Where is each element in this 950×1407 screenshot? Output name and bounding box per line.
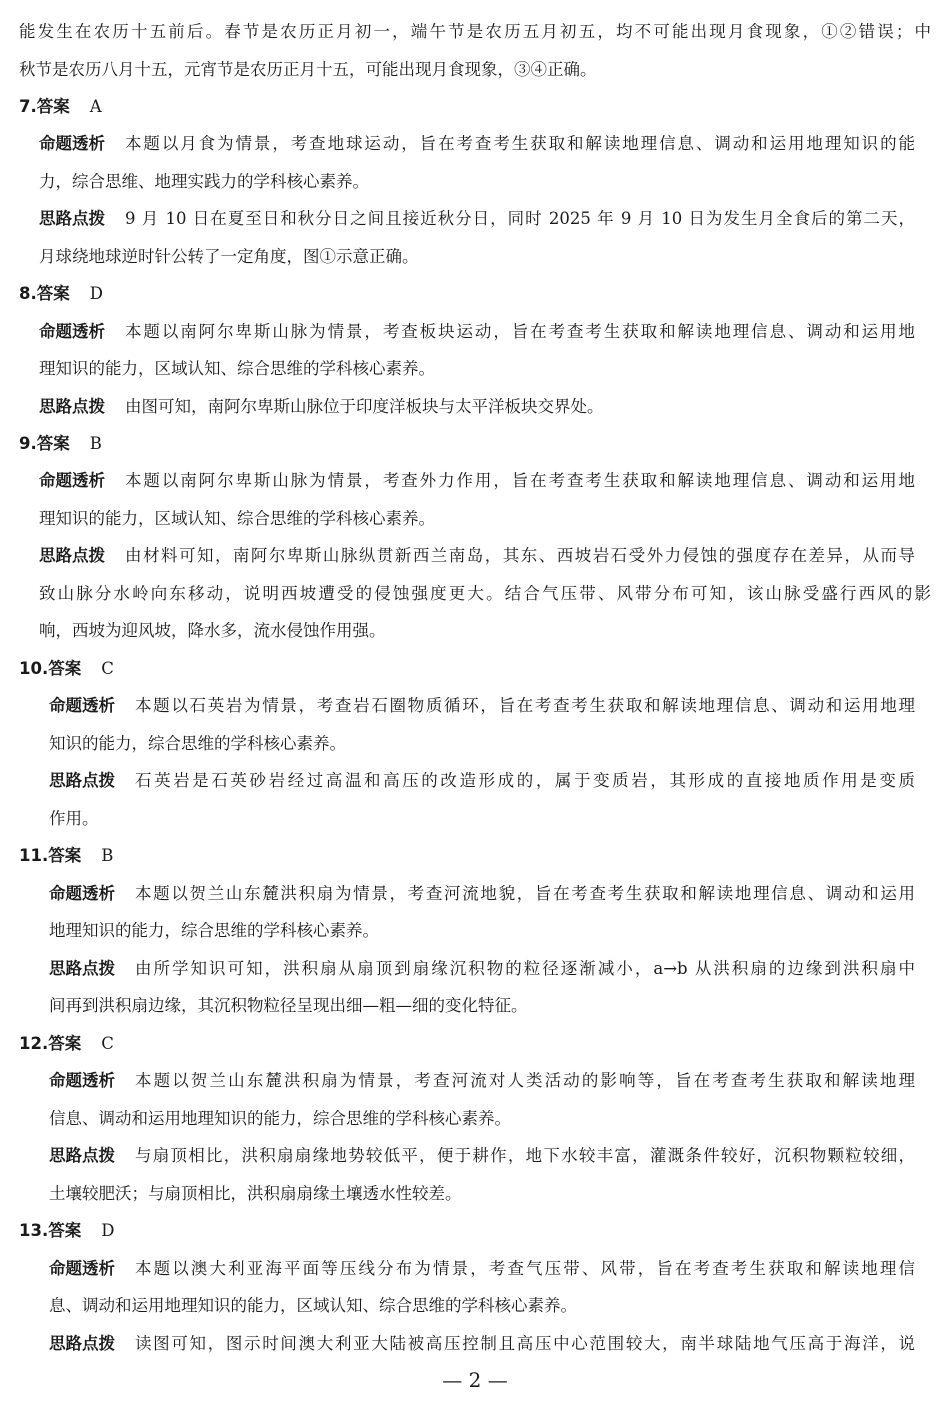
q8-tips: 思路点拨 由图可知，南阿尔卑斯山脉位于印度洋板块与太平洋板块交界处。 <box>39 397 604 416</box>
q10-intent-cont: 知识的能力，综合思维的学科核心素养。 <box>49 734 346 753</box>
q11-tips: 思路点拨 由所学知识可知，洪积扇从扇顶到扇缘沉积物的粒径逐渐减小，a→b 从洪积扇的边缘到洪积扇中 <box>49 959 915 978</box>
page-number: — 2 — <box>442 1368 508 1392</box>
q8-answer-heading: 8.答案 D <box>19 284 103 303</box>
q9-intent: 命题透析 本题以南阿尔卑斯山脉为情景，考查外力作用，旨在考查考生获取和解读地理信息、调动和运用地 <box>39 471 915 490</box>
intro-line: 能发生在农历十五前后。春节是农历正月初一，端午节是农历五月初五，均不可能出现月食现象，①②错误；中 <box>19 22 931 41</box>
q9-tips-cont: 致山脉分水岭向东移动，说明西坡遭受的侵蚀强度更大。结合气压带、风带分布可知，该山脉受盛行西风的影 <box>39 584 931 603</box>
q11-answer-heading: 11.答案 B <box>19 846 114 865</box>
q11-intent-cont: 地理知识的能力，综合思维的学科核心素养。 <box>49 921 379 940</box>
q12-intent-cont: 信息、调动和运用地理知识的能力，综合思维的学科核心素养。 <box>49 1109 511 1128</box>
q10-answer-heading: 10.答案 C <box>19 659 114 678</box>
intro-line: 秋节是农历八月十五，元宵节是农历正月十五，可能出现月食现象，③④正确。 <box>19 60 597 79</box>
q7-tips-cont: 月球绕地球逆时针公转了一定角度，图①示意正确。 <box>39 247 419 266</box>
q9-tips: 思路点拨 由材料可知，南阿尔卑斯山脉纵贯新西兰南岛，其东、西坡岩石受外力侵蚀的强度存在差异，从而导 <box>39 546 915 565</box>
q10-tips-cont: 作用。 <box>49 809 99 828</box>
q10-intent: 命题透析 本题以石英岩为情景，考查岩石圈物质循环，旨在考查考生获取和解读地理信息、调动和运用地理 <box>49 696 915 715</box>
q7-answer-heading: 7.答案 A <box>19 97 102 116</box>
q9-answer-heading: 9.答案 B <box>19 434 102 453</box>
q8-intent: 命题透析 本题以南阿尔卑斯山脉为情景，考查板块运动，旨在考查考生获取和解读地理信息、调动和运用地 <box>39 322 915 341</box>
q12-answer-heading: 12.答案 C <box>19 1034 114 1053</box>
q10-tips: 思路点拨 石英岩是石英砂岩经过高温和高压的改造形成的，属于变质岩，其形成的直接地质作用是变质 <box>49 771 915 790</box>
q13-intent: 命题透析 本题以澳大利亚海平面等压线分布为情景，考查气压带、风带，旨在考查考生获取和解读地理信 <box>49 1259 915 1278</box>
q12-intent: 命题透析 本题以贺兰山东麓洪积扇为情景，考查河流对人类活动的影响等，旨在考查考生获取和解读地理 <box>49 1071 915 1090</box>
q7-intent: 命题透析 本题以月食为情景，考查地球运动，旨在考查考生获取和解读地理信息、调动和运用地理知识的能 <box>39 134 915 153</box>
q7-intent-cont: 力，综合思维、地理实践力的学科核心素养。 <box>39 172 369 191</box>
q13-tips: 思路点拨 读图可知，图示时间澳大利亚大陆被高压控制且高压中心范围较大，南半球陆地气压高于海洋，说 <box>49 1334 915 1353</box>
q12-tips: 思路点拨 与扇顶相比，洪积扇扇缘地势较低平，便于耕作，地下水较丰富，灌溉条件较好，沉积物颗粒较细， <box>49 1146 915 1165</box>
q11-tips-cont: 间再到洪积扇边缘，其沉积物粒径呈现出细—粗—细的变化特征。 <box>49 996 528 1015</box>
q8-intent-cont: 理知识的能力，区域认知、综合思维的学科核心素养。 <box>39 359 435 378</box>
q9-intent-cont: 理知识的能力，区域认知、综合思维的学科核心素养。 <box>39 509 435 528</box>
q13-answer-heading: 13.答案 D <box>19 1221 115 1240</box>
q11-intent: 命题透析 本题以贺兰山东麓洪积扇为情景，考查河流地貌，旨在考查考生获取和解读地理信息、调动和运用 <box>49 884 915 903</box>
q12-tips-cont: 土壤较肥沃；与扇顶相比，洪积扇扇缘土壤透水性较差。 <box>49 1184 462 1203</box>
q7-tips: 思路点拨 9 月 10 日在夏至日和秋分日之间且接近秋分日，同时 2025 年 9 月 10 日为发生月全食后的第二天， <box>39 209 915 228</box>
q9-tips-cont: 响，西坡为迎风坡，降水多，流水侵蚀作用强。 <box>39 621 386 640</box>
q13-intent-cont: 息、调动和运用地理知识的能力，区域认知、综合思维的学科核心素养。 <box>49 1296 577 1315</box>
